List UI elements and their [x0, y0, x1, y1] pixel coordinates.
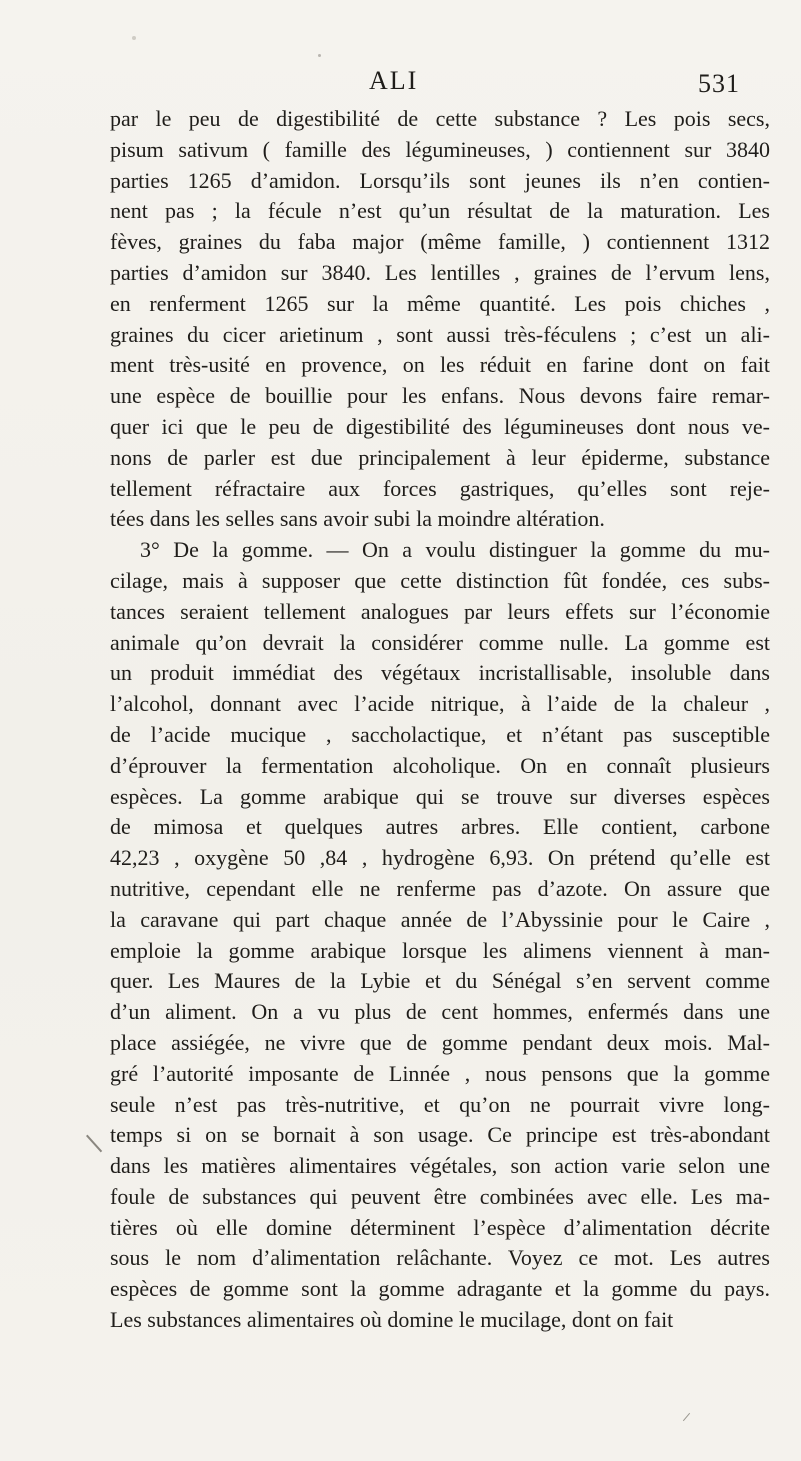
page-number: 531: [698, 69, 740, 98]
text-line: d’un aliment. On a vu plus de cent hommes, enfermés dans une: [110, 999, 770, 1025]
text-line: quer. Les Maures de la Lybie et du Sénégal s’en servent comme: [110, 968, 770, 994]
pencil-tick: [683, 1413, 690, 1421]
text-line: gré l’autorité imposante de Linnée , nous pensons que la gomme: [110, 1060, 770, 1086]
text-line: de l’acide mucique , saccholactique, et n’étant pas susceptible: [110, 721, 770, 747]
text-line: seule n’est pas très-nutritive, et qu’on ne pourrait vivre long-: [110, 1091, 770, 1117]
text-line: espèces de gomme sont la gomme adragante et la gomme du pays.: [110, 1276, 770, 1302]
text-line: nent pas ; la fécule n’est qu’un résultat de la maturation. Les: [110, 198, 770, 224]
text-line: Les substances alimentaires où domine le mucilage, dont on fait: [110, 1307, 674, 1333]
text-line: parties d’amidon sur 3840. Les lentilles , graines de l’ervum lens,: [110, 259, 770, 285]
text-line: d’éprouver la fermentation alcoholique. On en connaît plusieurs: [110, 752, 770, 778]
text-line: place assiégée, ne vivre que de gomme pendant deux mois. Mal-: [110, 1029, 770, 1055]
body-text: [110, 104, 770, 1336]
text-line: nutritive, cependant elle ne renferme pas d’azote. On assure que: [110, 875, 770, 901]
text-line: temps si on se bornait à son usage. Ce principe est très-abondant: [110, 1122, 770, 1148]
text-line: fèves, graines du faba major (même famille, ) contiennent 1312: [110, 229, 770, 255]
text-line: de mimosa et quelques autres arbres. Elle contient, carbone: [110, 814, 770, 840]
text-line: parties 1265 d’amidon. Lorsqu’ils sont jeunes ils n’en contien-: [110, 167, 770, 193]
text-line: tellement réfractaire aux forces gastriques, qu’elles sont reje-: [110, 475, 770, 501]
text-line: tières où elle domine déterminent l’espèce d’alimentation décrite: [110, 1214, 770, 1240]
text-line: foule de substances qui peuvent être combinées avec elle. Les ma-: [110, 1183, 770, 1209]
text-line: quer ici que le peu de digestibilité des légumineuses dont nous ve-: [110, 413, 770, 439]
text-line: cilage, mais à supposer que cette distinction fût fondée, ces subs-: [110, 567, 770, 593]
text-line: animale qu’on devrait la considérer comme nulle. La gomme est: [110, 629, 770, 655]
text-line: une espèce de bouillie pour les enfans. Nous devons faire remar-: [110, 383, 770, 409]
text-line: tances seraient tellement analogues par leurs effets sur l’économie: [110, 598, 770, 624]
paper-speck: [132, 36, 136, 40]
text-line: sous le nom d’alimentation relâchante. Voyez ce mot. Les autres: [110, 1245, 770, 1271]
running-title: ALI: [369, 66, 419, 95]
text-line: nons de parler est due principalement à leur épiderme, substance: [110, 444, 770, 470]
text-line: emploie la gomme arabique lorsque les alimens viennent à man-: [110, 937, 770, 963]
text-line: graines du cicer arietinum , sont aussi très-féculens ; c’est un ali-: [110, 321, 770, 347]
margin-pencil-mark: [86, 1135, 102, 1153]
text-line: en renferment 1265 sur la même quantité. Les pois chiches ,: [110, 290, 770, 316]
text-line: l’alcohol, donnant avec l’acide nitrique, à l’aide de la chaleur ,: [110, 691, 770, 717]
paper-speck: [318, 54, 321, 57]
text-line: 42,23 , oxygène 50 ,84 , hydrogène 6,93. On prétend qu’elle est: [110, 845, 770, 871]
text-line: dans les matières alimentaires végétales, son action varie selon une: [110, 1153, 770, 1179]
section-heading-line: 3° De la gomme. — On a voulu distinguer la gomme du mu-: [140, 537, 770, 563]
text-line: par le peu de digestibilité de cette substance ? Les pois secs,: [110, 106, 770, 131]
running-head: [0, 66, 801, 106]
text-line: pisum sativum ( famille des légumineuses, ) contiennent sur 3840: [110, 136, 770, 162]
text-line: espèces. La gomme arabique qui se trouve sur diverses espèces: [110, 783, 770, 809]
text-line: ment très-usité en provence, on les réduit en farine dont on fait: [110, 352, 770, 378]
text-line: tées dans les selles sans avoir subi la moindre altération.: [110, 506, 605, 532]
text-line: un produit immédiat des végétaux incristallisable, insoluble dans: [110, 660, 770, 686]
text-line: la caravane qui part chaque année de l’Abyssinie pour le Caire ,: [110, 906, 770, 932]
